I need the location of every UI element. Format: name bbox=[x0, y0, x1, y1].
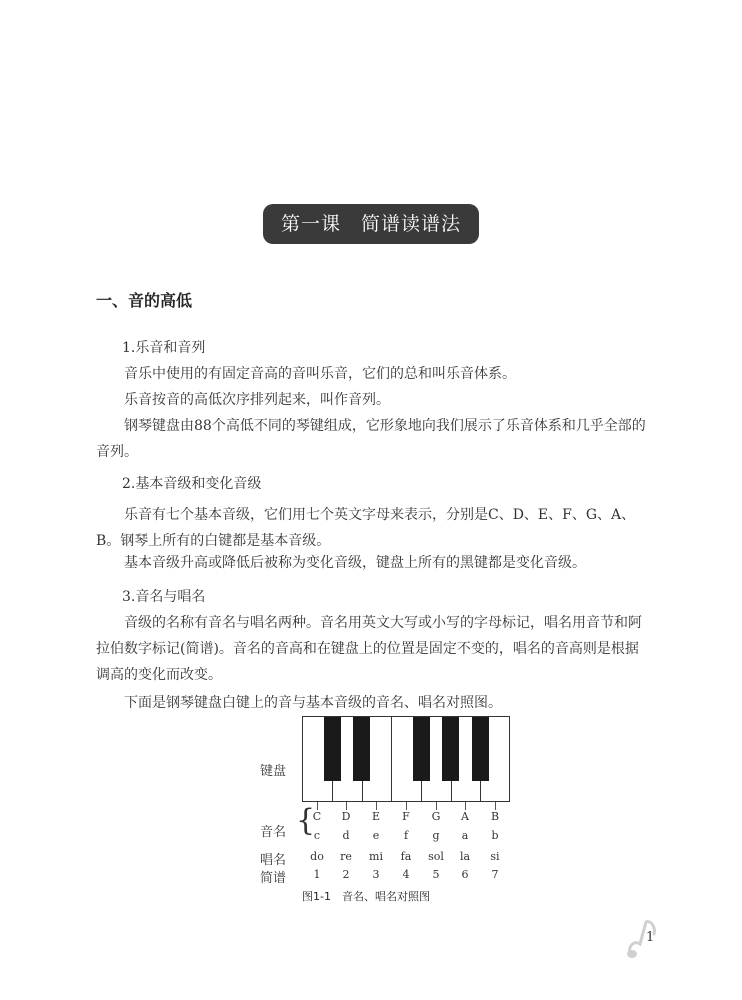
numbered-note: 3 bbox=[372, 868, 380, 881]
key-tick bbox=[436, 802, 437, 810]
upper-note-name: A bbox=[461, 810, 469, 823]
solfege-syllable: si bbox=[490, 850, 500, 863]
lower-note-name: b bbox=[491, 829, 499, 842]
lower-note-name: d bbox=[342, 829, 350, 842]
solfege-syllable: mi bbox=[369, 850, 383, 863]
paragraph-4: 乐音有七个基本音级，它们用七个英文字母来表示，分别是C、D、E、F、G、A、B。钢琴上所有的白键都是基本音级。 bbox=[96, 507, 636, 549]
numbered-note: 1 bbox=[313, 868, 321, 881]
black-key bbox=[442, 717, 459, 781]
subsection-title-1: 1.乐音和音列 bbox=[122, 340, 206, 356]
numbered-note: 7 bbox=[491, 868, 499, 881]
lower-note-name: g bbox=[432, 829, 440, 842]
page-number: 1 bbox=[646, 930, 655, 945]
solfege-label: 唱名 bbox=[260, 853, 287, 868]
figure-caption: 图1-1 音名、唱名对照图 bbox=[302, 890, 430, 903]
lesson-title: 第一课 简谱读谱法 bbox=[263, 204, 479, 244]
numbered-notation-label: 简谱 bbox=[260, 871, 287, 886]
brace-symbol: { bbox=[296, 803, 316, 838]
section-heading: 一、音的高低 bbox=[96, 291, 193, 310]
solfege-syllable: fa bbox=[400, 850, 412, 863]
black-key bbox=[353, 717, 370, 781]
black-key bbox=[472, 717, 489, 781]
subsection-title-2: 2.基本音级和变化音级 bbox=[122, 476, 262, 492]
lower-note-name: c bbox=[313, 829, 321, 842]
numbered-note: 2 bbox=[342, 868, 350, 881]
upper-note-name: G bbox=[431, 810, 441, 823]
upper-note-name: C bbox=[312, 810, 322, 823]
upper-note-name: E bbox=[371, 810, 381, 823]
paragraph-7: 下面是钢琴键盘白键上的音与基本音级的音名、唱名对照图。 bbox=[124, 695, 502, 711]
solfege-syllable: sol bbox=[428, 850, 444, 863]
black-key bbox=[324, 717, 341, 781]
numbered-note: 4 bbox=[402, 868, 410, 881]
black-key bbox=[413, 717, 430, 781]
note-name-label: 音名 bbox=[260, 825, 287, 840]
upper-note-name: D bbox=[341, 810, 351, 823]
keyboard-label: 键盘 bbox=[260, 764, 287, 779]
key-tick bbox=[346, 802, 347, 810]
paragraph-2: 乐音按音的高低次序排列起来，叫作音列。 bbox=[124, 392, 390, 408]
lower-note-name: f bbox=[403, 829, 409, 842]
upper-note-name: F bbox=[402, 810, 410, 823]
solfege-syllable: do bbox=[310, 850, 324, 863]
subsection-title-3: 3.音名与唱名 bbox=[122, 589, 206, 605]
solfege-syllable: re bbox=[340, 850, 352, 863]
white-key-divider bbox=[391, 717, 392, 801]
upper-note-name: B bbox=[490, 810, 500, 823]
paragraph-1: 音乐中使用的有固定音高的音叫乐音，它们的总和叫乐音体系。 bbox=[124, 366, 516, 382]
solfege-syllable: la bbox=[459, 850, 471, 863]
key-tick bbox=[465, 802, 466, 810]
key-tick bbox=[317, 802, 318, 810]
numbered-note: 6 bbox=[461, 868, 469, 881]
music-note-icon bbox=[624, 916, 660, 962]
key-tick bbox=[406, 802, 407, 810]
paragraph-3: 钢琴键盘由88个高低不同的琴键组成，它形象地向我们展示了乐音体系和几乎全部的音列。 bbox=[96, 418, 646, 460]
lower-note-name: a bbox=[461, 829, 469, 842]
key-tick bbox=[376, 802, 377, 810]
key-tick bbox=[495, 802, 496, 810]
paragraph-5: 基本音级升高或降低后被称为变化音级，键盘上所有的黑键都是变化音级。 bbox=[124, 555, 586, 571]
numbered-note: 5 bbox=[432, 868, 440, 881]
piano-keyboard bbox=[302, 716, 510, 802]
lower-note-name: e bbox=[372, 829, 380, 842]
paragraph-6: 音级的名称有音名与唱名两种。音名用英文大写或小写的字母标记，唱名用音节和阿拉伯数字标记(简谱)。音名的音高和在键盘上的位置是固定不变的，唱名的音高则是根据调高的变化而改变。 bbox=[96, 615, 642, 683]
